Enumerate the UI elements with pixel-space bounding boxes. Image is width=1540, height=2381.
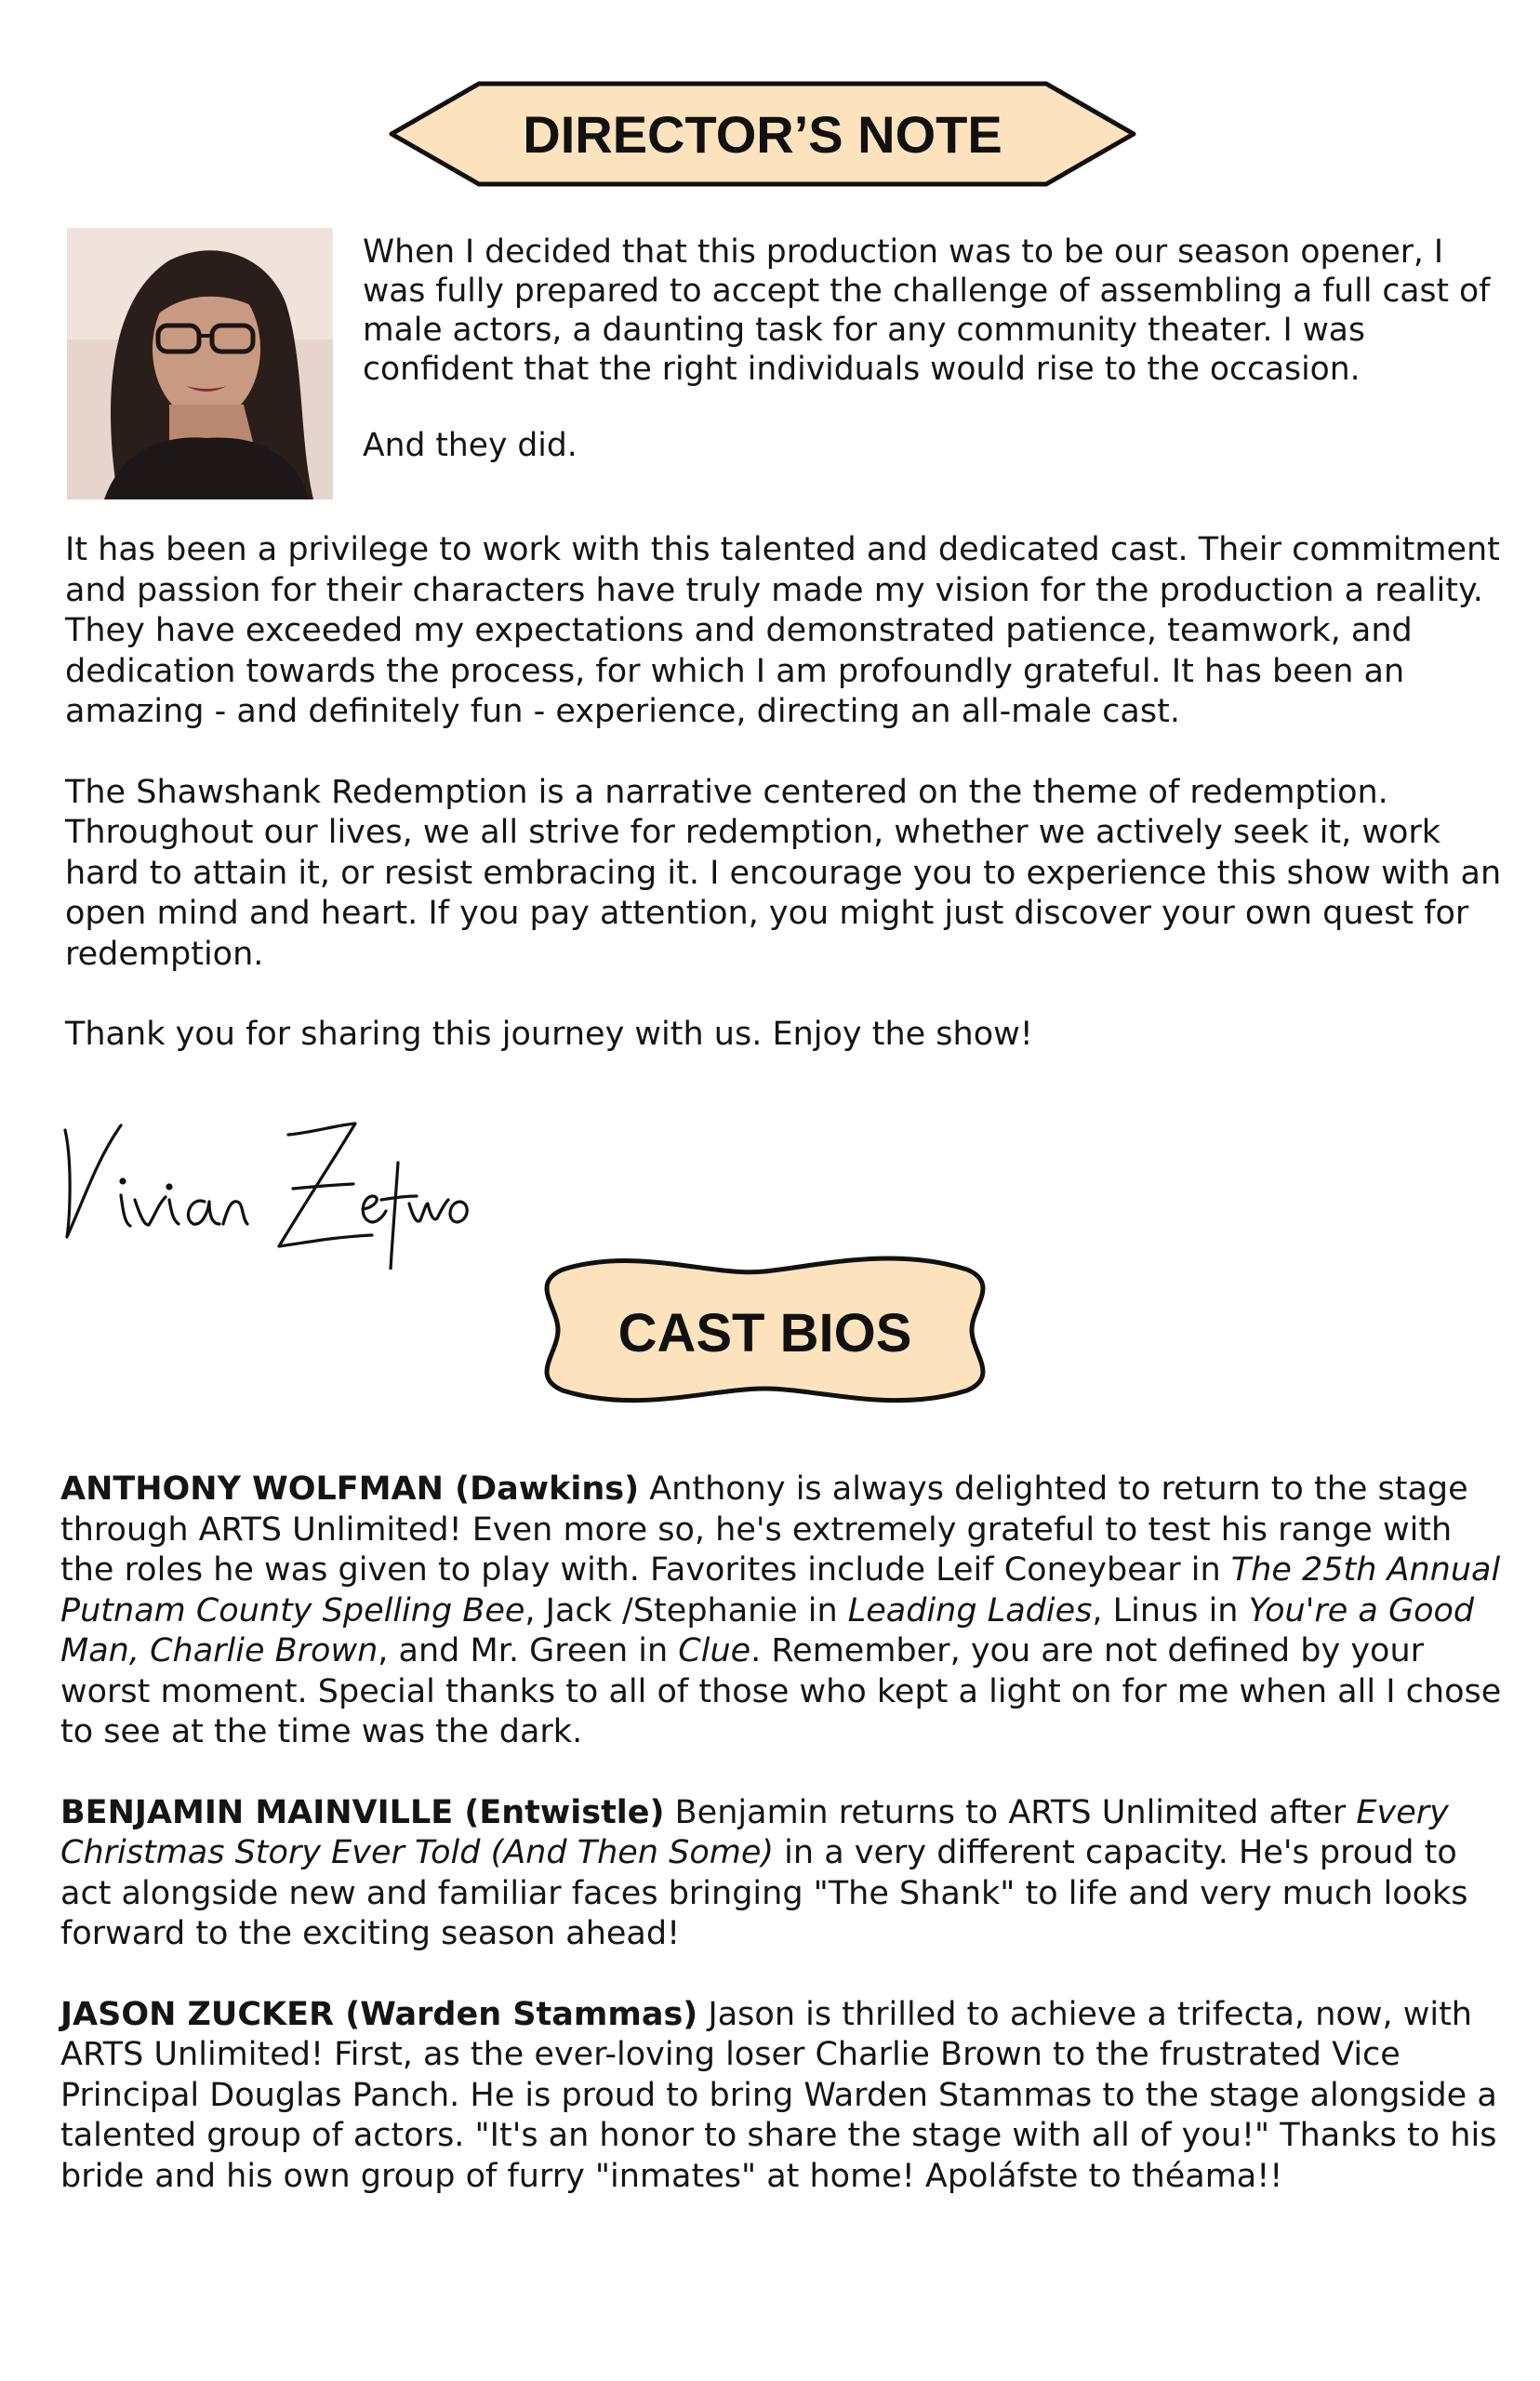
show-title: You're a Good Man, Charlie Brown <box>60 1591 1475 1669</box>
director-signature <box>56 1107 474 1270</box>
body-paragraph: Thank you for sharing this journey with us. Enjoy the show! <box>65 1016 1033 1053</box>
bio-text: Anthony is always delighted to return to the stage through ARTS Unlimited! Even more so, he's extremely grateful to test his range with the roles he was given to play with. Favorites include Leif Coneybear in <box>60 1470 1468 1589</box>
cast-member-name: BENJAMIN MAINVILLE (Entwistle) <box>60 1793 665 1831</box>
show-title: Clue <box>678 1632 751 1669</box>
show-title: Every Christmas Story Ever Told (And Then Some) <box>60 1793 1449 1871</box>
cast-member-name: ANTHONY WOLFMAN (Dawkins) <box>60 1470 640 1508</box>
directors-note-banner <box>386 80 1139 188</box>
cast-bios-banner <box>535 1251 995 1409</box>
director-photo <box>67 228 333 499</box>
show-title: Leading Ladies <box>847 1591 1093 1629</box>
cast-bio <box>60 1470 1511 1753</box>
director-note-body <box>65 530 1511 1096</box>
cast-member-name: JASON ZUCKER (Warden Stammas) <box>60 1995 698 2033</box>
bio-text: , Jack /Stephanie in <box>524 1591 848 1629</box>
intro-paragraph: When I decided that this production was to be our season opener, I was fully prepared to accept the challenge of assembling a full cast of male actors, a daunting task for any community theater. I was confident that the right individuals would rise to the occasion. <box>363 233 1491 388</box>
cast-bio <box>60 1793 1511 1955</box>
body-paragraph: The Shawshank Redemption is a narrative centered on the theme of redemption. Throughout our lives, we all strive for redemption, whether we actively seek it, work hard to attain it, or resist embracing it. I encourage you to experience this show with an open mind and heart. If you pay attention, you might just discover your own quest for redemption. <box>65 773 1502 973</box>
directors-note-title: DIRECTOR’S NOTE <box>523 105 1002 164</box>
bio-text: , Linus in <box>1092 1591 1249 1629</box>
intro-paragraph: And they did. <box>363 427 578 464</box>
cast-bios-title: CAST BIOS <box>617 1303 912 1363</box>
bio-text: Jason is thrilled to achieve a trifecta, now, with ARTS Unlimited! First, as the ever-loving loser Charlie Brown to the frustrated Vice Principal Douglas Panch. He is proud to bring Warden Stammas to the stage alongside a talented group of actors. "It's an honor to share the stage with all of you!" Thanks to his bride and his own group of furry "inmates" at home! Apoláfste to théama!! <box>60 1995 1497 2195</box>
bio-text: , and Mr. Green in <box>378 1632 679 1669</box>
bio-text: Benjamin returns to ARTS Unlimited after <box>664 1793 1357 1831</box>
body-paragraph: It has been a privilege to work with this talented and dedicated cast. Their commitment and passion for their characters have truly made my vision for the production a reality. They have exceeded my expectations and demonstrated patience, teamwork, and dedication towards the process, for which I am profoundly grateful. It has been an amazing - and definitely fun - experience, directing an all-male cast. <box>65 531 1500 730</box>
cast-bio <box>60 1995 1511 2198</box>
cast-bios-list <box>60 1470 1511 2237</box>
bio-text: . Remember, you are not defined by your worst moment. Special thanks to all of those who kept a light on for me when all I chose to see at the time was the dark. <box>60 1632 1502 1750</box>
director-note-intro <box>363 233 1507 502</box>
show-title: The 25th Annual Putnam County Spelling Bee <box>60 1551 1501 1629</box>
bio-text: in a very different capacity. He's proud to act alongside new and familiar faces bringing "The Shank" to life and very much looks forward to the exciting season ahead! <box>60 1834 1468 1952</box>
